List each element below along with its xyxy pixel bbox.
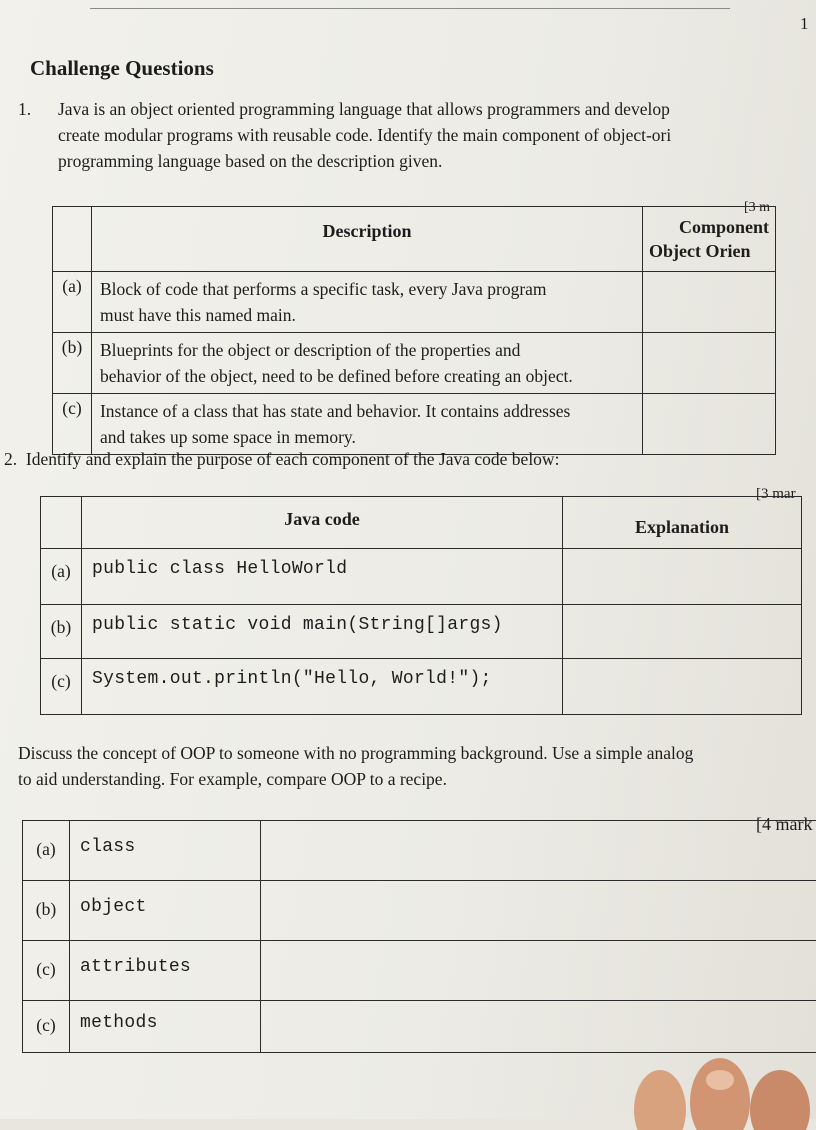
label-header [53, 207, 92, 272]
answer-cell[interactable] [642, 394, 775, 455]
question-1-line: create modular programs with reusable code. Identify the main component of object-ori [18, 122, 671, 148]
table-row [41, 659, 802, 715]
table-row [41, 549, 802, 605]
answer-cell[interactable] [261, 941, 816, 1001]
row-label: (c) [23, 1001, 70, 1053]
page-number: 1 [800, 14, 809, 34]
top-rule [90, 8, 730, 9]
page-heading: Challenge Questions [30, 56, 214, 81]
component-header [642, 207, 775, 272]
row-label: (b) [41, 605, 82, 659]
description-line: Block of code that performs a specific task, every Java program [100, 276, 634, 302]
question-3-line: to aid understanding. For example, compare OOP to a recipe. [18, 766, 693, 792]
java-code-cell: System.out.println("Hello, World!"); [82, 659, 563, 715]
question-1-line: Java is an object oriented programming language that allows programmers and develop [18, 96, 671, 122]
term-cell: attributes [70, 941, 261, 1001]
row-label: (a) [23, 821, 70, 881]
java-code-header: Java code [82, 497, 563, 549]
table-row [23, 941, 816, 1001]
row-label: (c) [53, 394, 92, 455]
table-row [41, 605, 802, 659]
table-row [53, 333, 776, 394]
answer-cell[interactable] [563, 605, 802, 659]
question-2-text: 2. Identify and explain the purpose of each component of the Java code below: [4, 446, 559, 472]
question-1-number: 1. [18, 96, 31, 122]
answer-cell[interactable] [563, 549, 802, 605]
answer-cell[interactable] [642, 333, 775, 394]
description-line: behavior of the object, need to be defined before creating an object. [100, 363, 634, 389]
component-header-line: Component [649, 215, 769, 239]
description-line: must have this named main. [100, 302, 634, 328]
term-cell: object [70, 881, 261, 941]
question-3-line: Discuss the concept of OOP to someone with no programming background. Use a simple analog [18, 740, 693, 766]
row-label: (a) [53, 272, 92, 333]
description-line: Blueprints for the object or description of the properties and [100, 337, 634, 363]
question-3-table [22, 820, 816, 1053]
question-3-text [18, 740, 693, 792]
finger-photo-artifact [620, 1040, 816, 1130]
label-header [41, 497, 82, 549]
row-label: (b) [23, 881, 70, 941]
row-label: (c) [23, 941, 70, 1001]
answer-cell[interactable] [563, 659, 802, 715]
description-header: Description [91, 207, 642, 272]
java-code-cell: public class HelloWorld [82, 549, 563, 605]
question-3-marks: [4 mark [756, 814, 812, 835]
question-2-marks: [3 mar [756, 486, 796, 503]
row-description [91, 272, 642, 333]
table-row [23, 821, 816, 881]
answer-cell[interactable] [261, 881, 816, 941]
question-2-table [40, 496, 802, 715]
answer-cell[interactable] [642, 272, 775, 333]
description-line: and takes up some space in memory. [100, 424, 634, 450]
question-1-text [18, 96, 671, 174]
row-label: (b) [53, 333, 92, 394]
row-label: (a) [41, 549, 82, 605]
table-row [23, 881, 816, 941]
table-header-row [41, 497, 802, 549]
term-cell: class [70, 821, 261, 881]
row-description [91, 333, 642, 394]
answer-cell[interactable] [261, 821, 816, 881]
table-row [53, 272, 776, 333]
question-1-table [52, 206, 776, 455]
description-line: Instance of a class that has state and behavior. It contains addresses [100, 398, 634, 424]
table-header-row [53, 207, 776, 272]
question-1-marks: [3 m [744, 200, 770, 216]
term-cell: methods [70, 1001, 261, 1053]
component-header-line: Object Orien [649, 239, 769, 263]
java-code-cell: public static void main(String[]args) [82, 605, 563, 659]
question-1-line: programming language based on the description given. [18, 148, 671, 174]
explanation-header: Explanation [563, 497, 802, 549]
row-label: (c) [41, 659, 82, 715]
